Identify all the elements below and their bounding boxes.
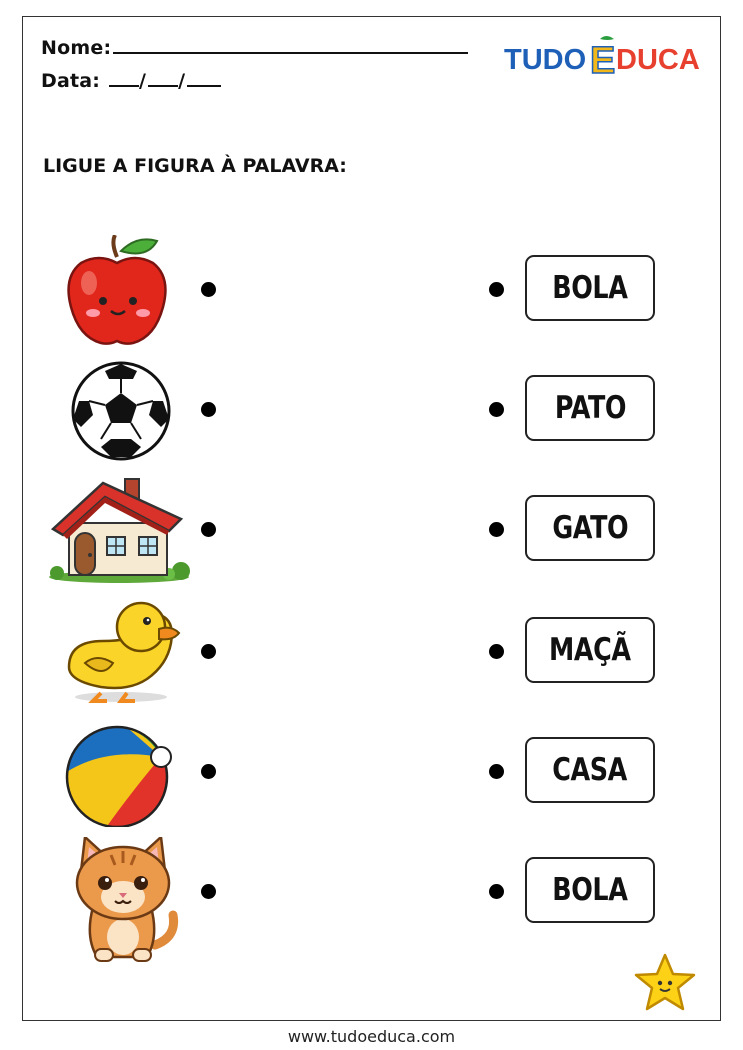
name-blank (113, 51, 468, 54)
word-label: CASA (552, 752, 628, 788)
left-dot[interactable] (201, 402, 216, 417)
instruction-title: LIGUE A FIGURA À PALAVRA: (43, 155, 347, 177)
right-dot[interactable] (489, 282, 504, 297)
name-label: Nome: (41, 37, 112, 59)
left-dot[interactable] (201, 764, 216, 779)
date-separator: / (138, 70, 147, 92)
logo-text-duca: DUCA (616, 44, 700, 76)
word-label: MAÇÃ (549, 632, 631, 668)
word-box (525, 495, 655, 561)
word-label: PATO (554, 390, 626, 426)
word-label: GATO (552, 510, 628, 546)
right-dot[interactable] (489, 402, 504, 417)
match-row (23, 235, 722, 345)
cat-icon (45, 837, 190, 967)
right-dot[interactable] (489, 764, 504, 779)
date-row (41, 70, 221, 92)
match-row (23, 597, 722, 707)
word-box (525, 737, 655, 803)
apple-icon (45, 235, 190, 345)
month-blank (148, 84, 178, 87)
match-row (23, 355, 722, 465)
word-box (525, 375, 655, 441)
word-box (525, 857, 655, 923)
date-label: Data: (41, 70, 101, 92)
word-box (525, 617, 655, 683)
soccer-ball-icon (45, 355, 190, 465)
logo-text-e: E (590, 40, 616, 79)
name-row (41, 37, 468, 59)
year-blank (187, 84, 221, 87)
tudoeduca-logo (504, 35, 714, 79)
right-dot[interactable] (489, 884, 504, 899)
left-dot[interactable] (201, 884, 216, 899)
day-blank (109, 84, 139, 87)
right-dot[interactable] (489, 644, 504, 659)
logo-text-tudo: TUDO (504, 44, 587, 76)
right-dot[interactable] (489, 522, 504, 537)
word-box (525, 255, 655, 321)
match-row (23, 475, 722, 585)
left-dot[interactable] (201, 282, 216, 297)
book-icon (600, 36, 614, 40)
left-dot[interactable] (201, 644, 216, 659)
worksheet (22, 16, 721, 1021)
star-icon (633, 952, 697, 1014)
word-label: BOLA (552, 270, 628, 306)
left-dot[interactable] (201, 522, 216, 537)
date-separator: / (178, 70, 186, 92)
match-row (23, 837, 722, 947)
duck-icon (45, 597, 190, 707)
footer-url: www.tudoeduca.com (287, 1027, 456, 1046)
beach-ball-icon (45, 717, 190, 827)
house-icon (45, 475, 190, 585)
word-label: BOLA (552, 872, 628, 908)
match-row (23, 717, 722, 827)
